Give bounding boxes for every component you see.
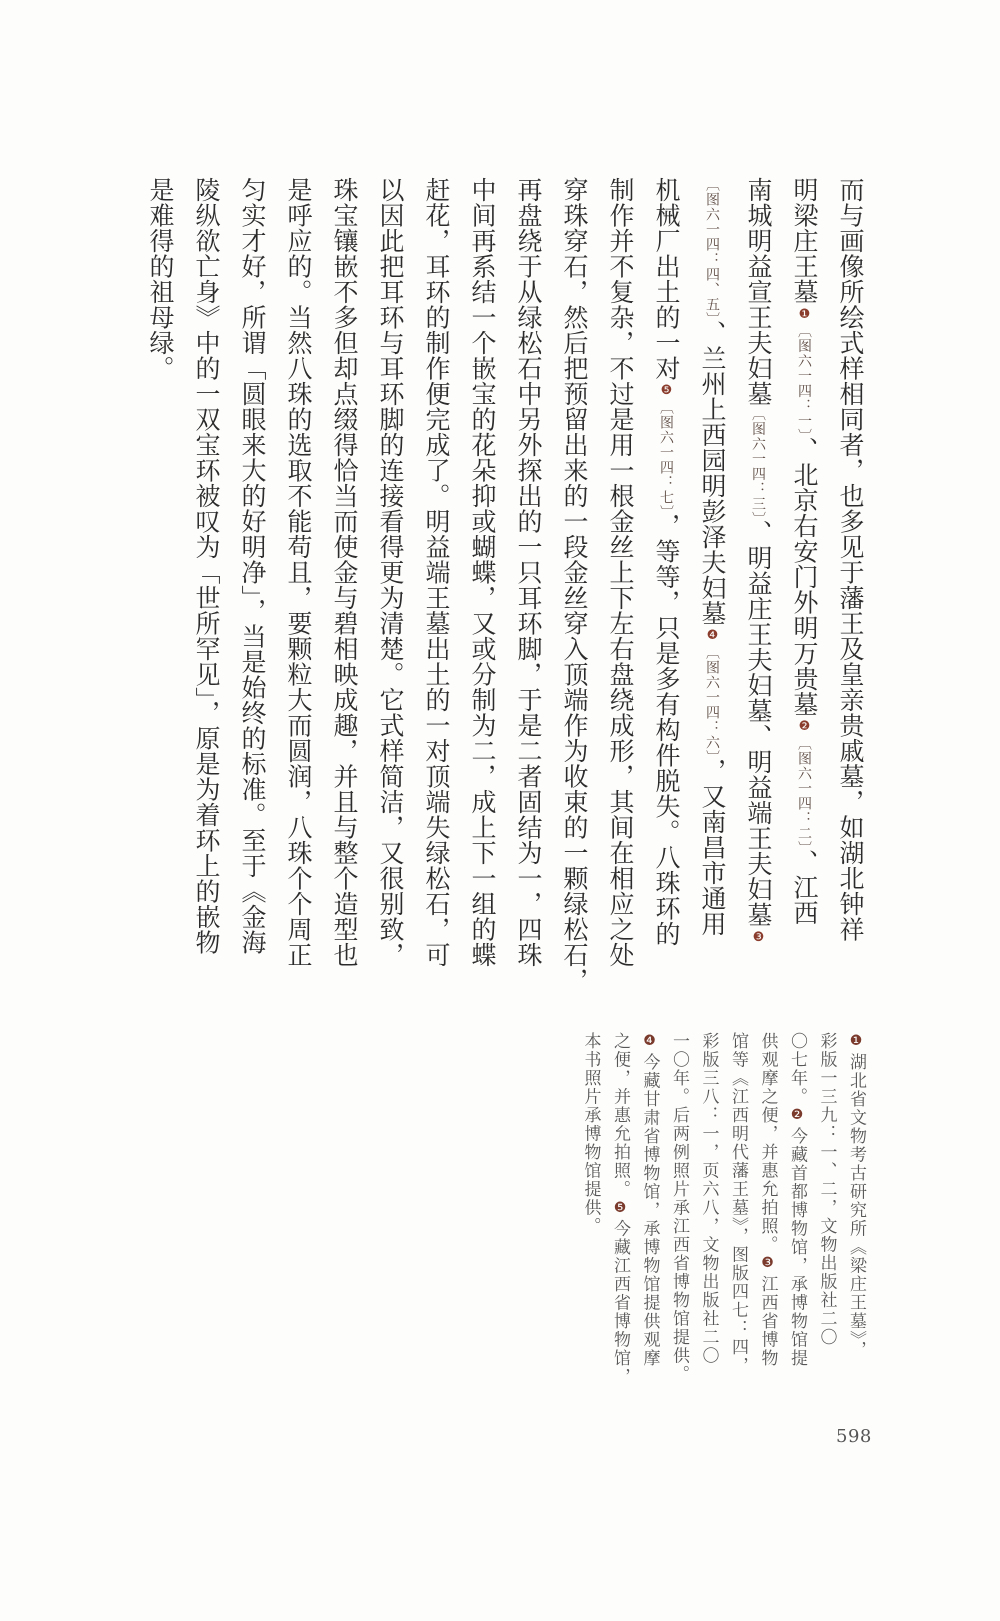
footnote-text: 湖北省文物考古研究所《梁庄王墓》， — [846, 1053, 866, 1359]
text-column — [229, 177, 275, 1007]
figure-reference: 〔图六一四：一〕 — [796, 323, 812, 437]
text-column — [413, 177, 459, 1007]
footnote-line — [841, 1032, 871, 1412]
footnote-text: 〇七年。 — [787, 1032, 807, 1106]
text-column — [827, 177, 873, 1007]
footnotes — [575, 1032, 870, 1412]
text-run: 穿珠穿石，然后把预留出来的一段金丝穿入顶端作为收束的一颗绿松石， — [560, 177, 589, 993]
text-run: 机械厂出土的一对 — [652, 177, 681, 381]
footnote-text: 本书照片承博物馆提供。 — [580, 1032, 601, 1236]
figure-reference: 〔图六一四：三〕 — [750, 406, 766, 520]
footnote-text: 今藏首都博物馆，承博物馆提 — [787, 1127, 807, 1368]
text-column — [781, 177, 827, 1007]
footnote-line — [723, 1032, 753, 1412]
text-column — [689, 177, 735, 1007]
footnote-marker: ❷ — [789, 1107, 805, 1123]
text-column — [597, 177, 643, 1007]
footnote-text: 彩版一三九：一、二，文物出版社二〇 — [816, 1032, 837, 1347]
footnote-line — [664, 1032, 694, 1412]
text-column — [459, 177, 505, 1007]
figure-reference: 〔图六一四：四、五〕 — [704, 177, 720, 320]
text-column — [735, 177, 781, 1007]
text-run: 、北京右安门外明万贵墓 — [790, 436, 819, 717]
footnote-line — [782, 1032, 812, 1412]
footnote-line — [575, 1032, 605, 1412]
text-run: ，又南昌市通用 — [698, 758, 727, 937]
text-column — [367, 177, 413, 1007]
footnote-text: 供观摩之便，并惠允拍照。 — [757, 1032, 778, 1254]
text-run: 匀实才好，所谓「圆眼来大的好明净」，当是始终的标准。至于《金海 — [238, 177, 267, 955]
footnote-marker: ❶ — [797, 306, 812, 322]
text-run: 赶花，耳环的制作便完成了。明益端王墓出土的一对顶端失绿松石，可 — [422, 177, 451, 968]
text-run: 是呼应的。当然八珠的选取不能苟且，要颗粒大而圆润，八珠个个周正 — [284, 177, 313, 968]
footnote-line — [634, 1032, 664, 1412]
text-run: 、兰州上西园明彭泽夫妇墓 — [698, 320, 727, 626]
text-run: 、江西 — [790, 849, 819, 926]
footnote-marker: ❶ — [848, 1033, 864, 1049]
text-run: 再盘绕于从绿松石中另外探出的一只耳环脚，于是二者固结为一，四珠 — [514, 177, 543, 968]
text-run: 以因此把耳环与耳环脚的连接看得更为清楚。它式样简洁，又很别致， — [376, 177, 405, 968]
text-run: 是难得的祖母绿。 — [146, 177, 175, 381]
footnote-text: 江西省博物 — [757, 1275, 778, 1368]
text-run: 制作并不复杂，不过是用一根金丝上下左右盘绕成形，其间在相应之处 — [606, 177, 635, 968]
footnote-line — [752, 1032, 782, 1412]
text-run: 、明益庄王夫妇墓、明益端王夫妇墓 — [744, 519, 773, 928]
text-column — [643, 177, 689, 1007]
footnote-text: 彩版三八：一，页六八，文物出版社二〇 — [698, 1032, 719, 1365]
footnote-line — [693, 1032, 723, 1412]
main-text — [137, 177, 873, 1007]
figure-reference: 〔图六一四：六〕 — [704, 645, 720, 758]
footnote-marker: ❷ — [797, 719, 812, 734]
text-run: 中间再系结一个嵌宝的花朵抑或蝴蝶，又或分制为二，成上下一组的蝶 — [468, 177, 497, 968]
footnote-text: 今藏江西省博物馆， — [610, 1219, 630, 1386]
footnote-marker: ❺ — [659, 383, 674, 398]
figure-reference: 〔图六一四：二〕 — [796, 736, 812, 849]
text-run: 南城明益宣王夫妇墓 — [744, 177, 773, 407]
footnote-marker: ❺ — [612, 1199, 628, 1216]
footnote-line — [605, 1032, 635, 1412]
footnote-text: 今藏甘肃省博物馆，承博物馆提供观摩 — [639, 1053, 660, 1368]
text-run: 陵纵欲亡身》中的一双宝环被叹为「世所罕见」，原是为着环上的嵌物 — [192, 177, 221, 955]
text-run: 明梁庄王墓 — [790, 177, 819, 305]
footnote-text: 一〇年。后两例照片承江西省博物馆提供。 — [669, 1032, 689, 1384]
footnote-line — [811, 1032, 841, 1412]
text-column — [551, 177, 597, 1007]
text-column — [275, 177, 321, 1007]
footnote-marker: ❹ — [641, 1033, 658, 1049]
text-run: 而与画像所绘式样相同者，也多见于藩王及皇亲贵戚墓，如湖北钟祥 — [836, 177, 865, 942]
text-column — [321, 177, 367, 1007]
text-column — [137, 177, 183, 1007]
page-number: 598 — [836, 1426, 872, 1447]
footnote-text: 馆等《江西明代藩王墓》，图版四七：四， — [728, 1032, 748, 1375]
footnote-marker: ❸ — [751, 929, 766, 945]
footnote-marker: ❸ — [759, 1255, 776, 1271]
text-column — [505, 177, 551, 1007]
text-run: 珠宝镶嵌不多但却点缀得恰当而使金与碧相映成趣，并且与整个造型也 — [330, 177, 359, 968]
text-column — [183, 177, 229, 1007]
footnote-text: 之便，并惠允拍照。 — [610, 1032, 630, 1199]
text-run: ，等等，只是多有构件脱失。八珠环的 — [652, 513, 681, 947]
figure-reference: 〔图六一四：七〕 — [658, 400, 674, 513]
footnote-marker: ❹ — [705, 628, 720, 643]
